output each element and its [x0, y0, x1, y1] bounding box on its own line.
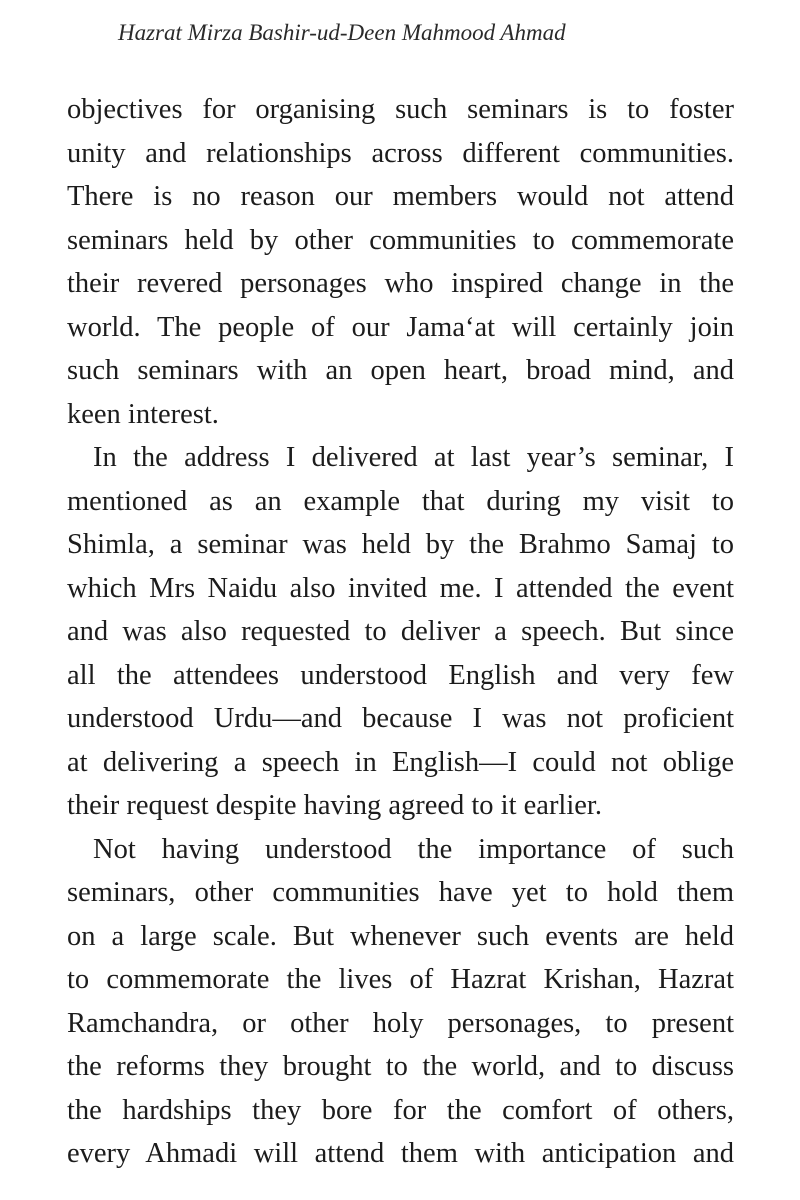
text-line: In the address I delivered at last year’s seminar, I	[93, 442, 734, 473]
text-line: unity and relationships across different communities.	[67, 137, 734, 169]
text-line: such seminars with an open heart, broad mind, and	[67, 355, 734, 386]
paragraph-1	[67, 88, 734, 436]
text-line: at delivering a speech in English—I could not oblige	[67, 746, 734, 778]
running-head: Hazrat Mirza Bashir-ud-Deen Mahmood Ahmad	[118, 20, 566, 45]
text-line: their request despite having agreed to it earlier.	[67, 790, 602, 821]
paragraph-3	[67, 828, 734, 1176]
text-line: There is no reason our members would not attend	[67, 181, 734, 212]
text-line: all the attendees understood English and very few	[67, 659, 734, 691]
text-line: keen interest.	[67, 398, 219, 430]
text-line: every Ahmadi will attend them with anticipation and	[67, 1138, 734, 1169]
text-line: Shimla, a seminar was held by the Brahmo Samaj to	[67, 529, 734, 560]
text-line: Not having understood the importance of such	[93, 833, 734, 865]
text-line: their revered personages who inspired change in the	[67, 268, 734, 299]
text-line: and was also requested to deliver a speech. But since	[67, 616, 734, 647]
text-line: which Mrs Naidu also invited me. I attended the event	[67, 572, 734, 604]
paragraph-2	[67, 436, 734, 828]
text-line: to commemorate the lives of Hazrat Krishan, Hazrat	[67, 964, 734, 995]
text-line: the reforms they brought to the world, and to discuss	[67, 1051, 734, 1082]
text-line: objectives for organising such seminars is to foster	[67, 94, 734, 125]
text-line: world. The people of our Jama‘at will certainly join	[67, 311, 734, 343]
text-line: on a large scale. But whenever such events are held	[67, 920, 734, 952]
text-line: understood Urdu—and because I was not proficient	[67, 703, 734, 734]
text-line: mentioned as an example that during my visit to	[67, 485, 734, 517]
text-line: the hardships they bore for the comfort of others,	[67, 1094, 734, 1126]
text-line: seminars held by other communities to commemorate	[67, 224, 734, 256]
body-text	[67, 88, 734, 1176]
text-line: seminars, other communities have yet to hold them	[67, 877, 734, 908]
text-line: Ramchandra, or other holy personages, to present	[67, 1007, 734, 1039]
